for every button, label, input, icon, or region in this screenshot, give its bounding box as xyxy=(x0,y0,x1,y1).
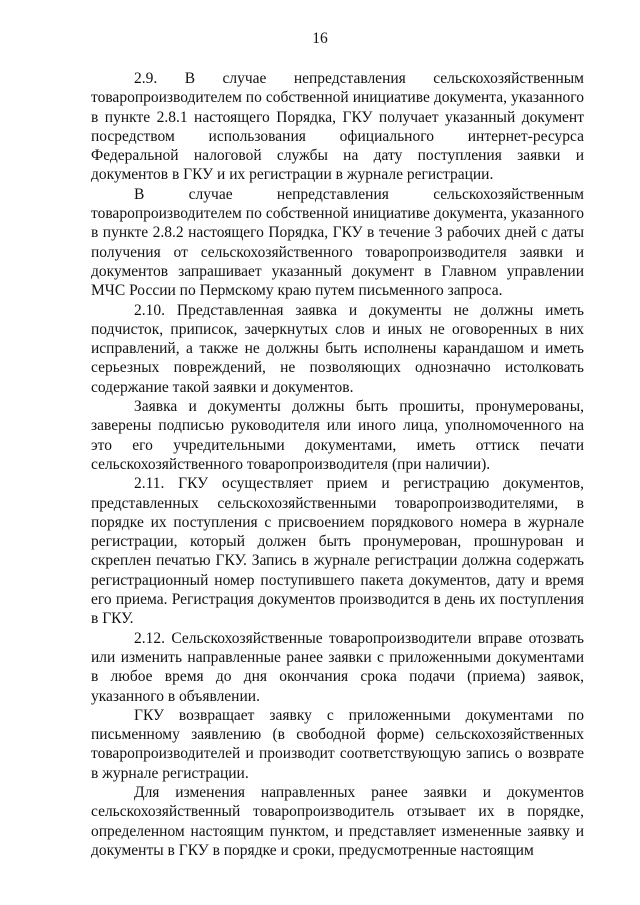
paragraph-2-12-change: Для изменения направленных ранее заявки и документов сельскохозяйственный товаропроизводитель отзывает их в порядке, определенном настоящим пунктом, и представляет измененные заявку и документы в ГКУ в порядке и сроки, предусмотренные настоящим xyxy=(91,783,584,859)
paragraph-2-10: 2.10. Представленная заявка и документы не должны иметь подчисток, приписок, зачеркнутых слов и иных не оговоренных в них исправлений, а также не должны быть исполнены карандашом и иметь серьезных повреждений, не позволяющих однозначно истолковать содержание такой заявки и документов. xyxy=(91,301,584,396)
paragraph-2-10-continuation: Заявка и документы должны быть прошиты, пронумерованы, заверены подписью руководителя или иного лица, уполномоченного на это его учредительными документами, иметь оттиск печати сельскохозяйственного товаропроизводителя (при наличии). xyxy=(91,398,584,473)
paragraph-2-9-continuation: В случае непредставления сельскохозяйственным товаропроизводителем по собственной инициативе документа, указанного в пункте 2.8.2 настоящего Порядка, ГКУ в течение 3 рабочих дней с даты получения от сельскохозяйственного товаропроизводителя заявки и документов запрашивает указанный документ в Главном управлении МЧС России по Пермскому краю путем письменного запроса. xyxy=(91,185,584,300)
paragraph-2-9: 2.9. В случае непредставления сельскохозяйственным товаропроизводителем по собственной инициативе документа, указанного в пункте 2.8.1 настоящего Порядка, ГКУ получает указанный документ посредством использования официального интернет-ресурса Федеральной налоговой службы на дату поступления заявки и документов в ГКУ и их регистрации в журнале регистрации. xyxy=(91,70,584,184)
paragraph-2-12: 2.12. Сельскохозяйственные товаропроизводители вправе отозвать или изменить направленные ранее заявки с приложенными документами в любое время до дня окончания срока подачи (приема) заявок, указанного в объявлении. xyxy=(91,629,584,705)
paragraph-2-12-return: ГКУ возвращает заявку с приложенными документами по письменному заявлению (в свободной форме) сельскохозяйственных товаропроизводителей и производит соответствующую запись о возврате в журнале регистрации. xyxy=(91,706,584,782)
page-number: 16 xyxy=(312,30,328,47)
paragraph-2-11: 2.11. ГКУ осуществляет прием и регистрацию документов, представленных сельскохозяйственными товаропроизводителями, в порядке их поступления с присвоением порядкового номера в журнале регистрации, который должен быть пронумерован, прошнурован и скреплен печатью ГКУ. Запись в журнале регистрации должна содержать регистрационный номер поступившего пакета документов, дату и время его приема. Регистрация документов производится в день их поступления в ГКУ. xyxy=(91,475,584,628)
document-body xyxy=(91,69,584,860)
